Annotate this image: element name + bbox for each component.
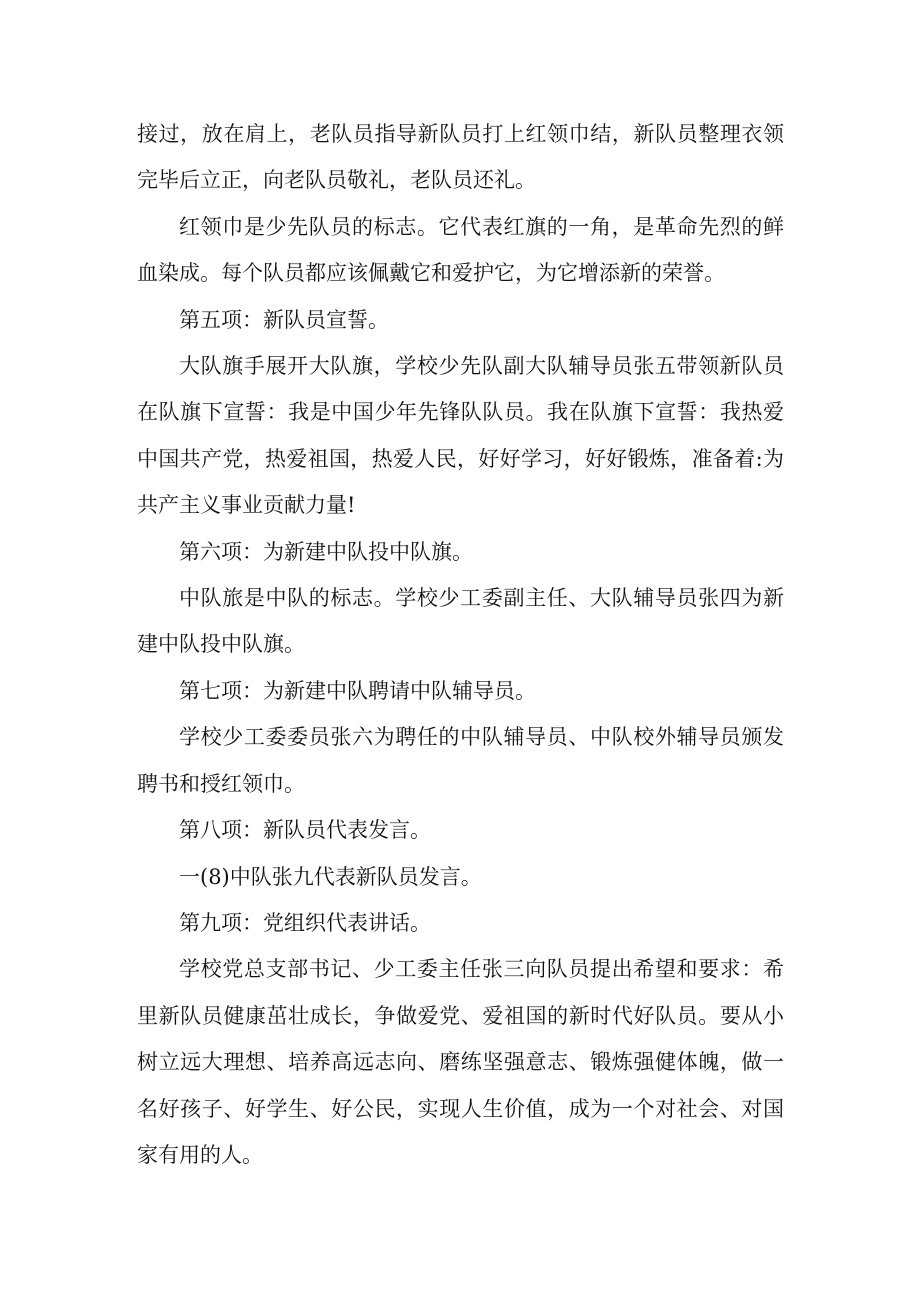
paragraph-squadron-flag: 中队旅是中队的标志。学校少工委副主任、大队辅导员张四为新建中队投中队旗。 [137, 586, 784, 657]
paragraph-counselor-appointment: 学校少工委委员张六为聘任的中队辅导员、中队校外辅导员颁发聘书和授红领巾。 [137, 725, 784, 796]
paragraph-representative-speech: 一(8)中队张九代表新队员发言。 [179, 864, 482, 889]
paragraph-item-eight-heading: 第八项：新队员代表发言。 [179, 818, 431, 843]
paragraph-oath: 大队旗手展开大队旗，学校少先队副大队辅导员张五带领新队员在队旗下宣誓：我是中国少年先锋队队员。我在队旗下宣誓：我热爱中国共产党，热爱祖国，热爱人民，好好学习，好好锻炼，准备着:为共产主义事业贡献力量! [137, 354, 784, 518]
document-body [137, 111, 784, 1178]
paragraph-item-nine-heading: 第九项：党组织代表讲话。 [179, 910, 431, 935]
paragraph-continuation: 接过，放在肩上，老队员指导新队员打上红领巾结，新队员整理衣领完毕后立正，向老队员敬礼，老队员还礼。 [137, 122, 784, 193]
paragraph-item-seven-heading: 第七项：为新建中队聘请中队辅导员。 [179, 678, 536, 703]
paragraph-red-scarf-meaning: 红领巾是少先队员的标志。它代表红旗的一角，是革命先烈的鲜血染成。每个队员都应该佩戴它和爱护它，为它增添新的荣誉。 [137, 214, 784, 286]
paragraph-item-five-heading: 第五项：新队员宣誓。 [179, 307, 389, 332]
paragraph-party-speech: 学校党总支部书记、少工委主任张三向队员提出希望和要求：希里新队员健康茁壮成长，争做爱党、爱祖国的新时代好队员。要从小树立远大理想、培养高远志向、磨练坚强意志、锻炼强健体魄，做一名好孩子、好学生、好公民，实现人生价值，成为一个对社会、对国家有用的人。 [137, 957, 784, 1167]
paragraph-item-six-heading: 第六项：为新建中队投中队旗。 [179, 539, 473, 564]
